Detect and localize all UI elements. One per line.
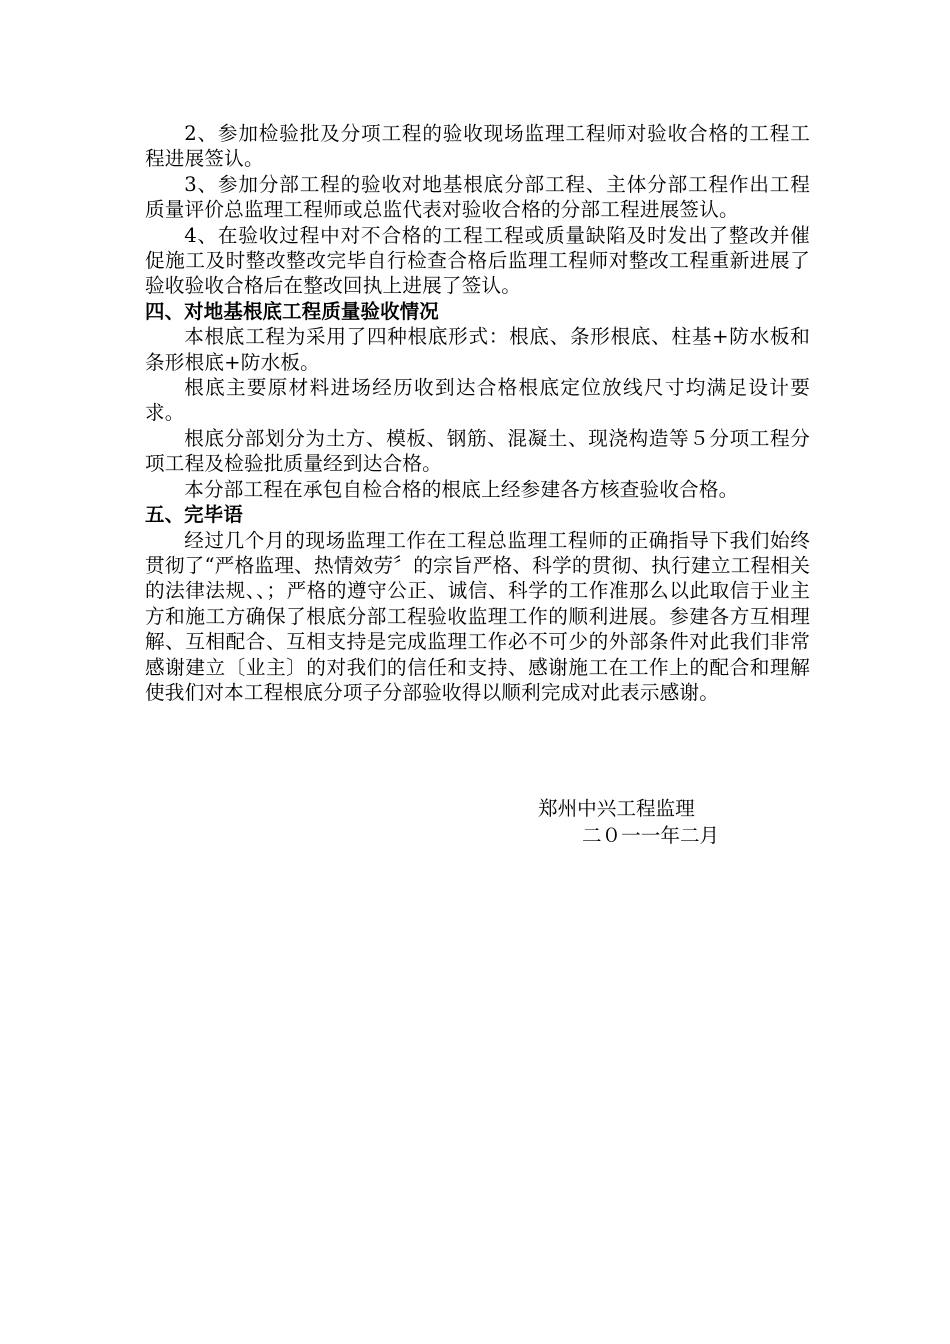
paragraph-item-3: 3、参加分部工程的验收对地基根底分部工程、主体分部工程作出工程质量评价总监理工程师或总监代表对验收合格的分部工程进展签认。 <box>145 172 810 222</box>
section-heading-5: 五、完毕语 <box>145 503 243 527</box>
signature-block <box>538 795 719 849</box>
signature-date: 二０一一年二月 <box>582 824 720 847</box>
paragraph-foundation-forms: 本根底工程为采用了四种根底形式：根底、条形根底、柱基+防水板和条形根底+防水板。 <box>145 325 810 374</box>
paragraph-materials: 根底主要原材料进场经历收到达合格根底定位放线尺寸均满足设计要求。 <box>145 376 810 425</box>
section-heading-4: 四、对地基根底工程质量验收情况 <box>145 299 439 323</box>
paragraph-item-4: 4、在验收过程中对不合格的工程工程或质量缺陷及时发出了整改并催促施工及时整改整改完毕自行检查合格后监理工程师对整改工程重新进展了验收验收合格后在整改回执上进展了签认。 <box>145 223 810 298</box>
paragraph-acceptance: 本分部工程在承包自检合格的根底上经参建各方核查验收合格。 <box>184 477 739 501</box>
signature-organization: 郑州中兴工程监理 <box>538 797 695 820</box>
paragraph-item-2: 2、参加检验批及分项工程的验收现场监理工程师对验收合格的工程工程进展签认。 <box>145 122 810 171</box>
paragraph-conclusion: 经过几个月的现场监理工作在工程总监理工程师的正确指导下我们始终贯彻了“严格监理、热情效劳〞的宗旨严格、科学的贯彻、执行建立工程相关的法律法规、、；严格的遵守公正、诚信、科学的工作准那么以此取信于业主方和施工方确保了根底分部工程验收监理工作的顺利进展。参建各方互相理解、互相配合、互相支持是完成监理工作必不可少的外部条件对此我们非常感谢建立〔业主〕的对我们的信任和支持、感谢施工在工作上的配合和理解使我们对本工程根底分项子分部验收得以顺利完成对此表示感谢。 <box>145 528 810 704</box>
document-body <box>145 121 810 705</box>
paragraph-division: 根底分部划分为土方、模板、钢筋、混凝土、现浇构造等５分项工程分项工程及检验批质量经到达合格。 <box>145 426 810 476</box>
